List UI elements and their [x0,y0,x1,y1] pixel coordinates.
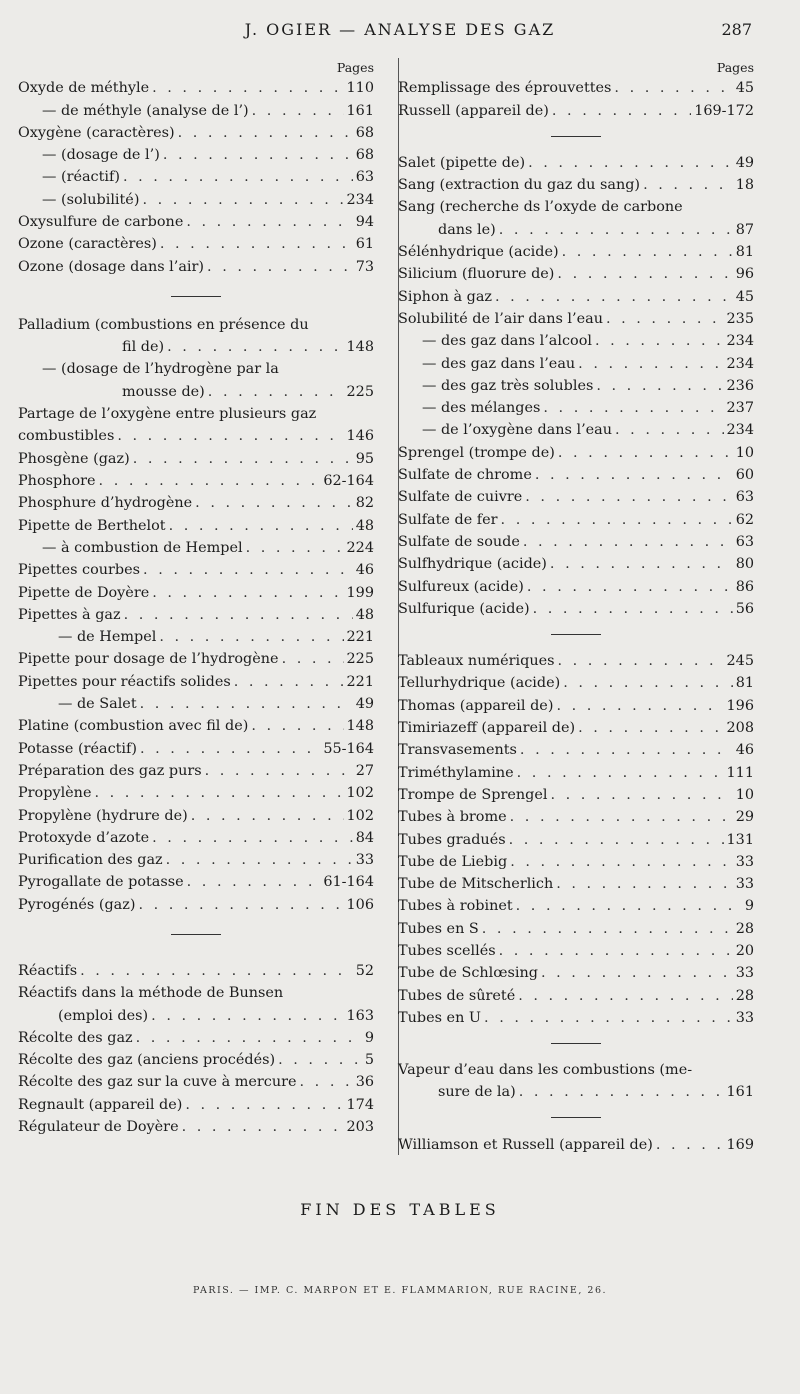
index-entry: Sulfate de soude . . . 63 [398,531,754,553]
end-of-tables: FIN DES TABLES [300,1200,500,1219]
index-entry: Oxygène (caractères) . . . 68 [18,122,374,144]
running-header: J. OGIER — ANALYSE DES GAZ [244,20,556,39]
index-entry: mousse de) . . . 225 [18,381,374,403]
index-entry: Préparation des gaz purs . . . 27 [18,760,374,782]
index-entry: Siphon à gaz . . . 45 [398,285,754,307]
index-column-right [398,60,754,1156]
index-entry: Sang (extraction du gaz du sang) . . . 18 [398,174,754,196]
index-entry: Ozone (caractères) . . . 61 [18,233,374,255]
index-entry: Tubes à brome . . . 29 [398,806,754,828]
index-entry: fil de) . . . 148 [18,336,374,358]
index-entry: Tube de Liebig . . . 33 [398,851,754,873]
index-entry: — de Hempel . . . 221 [18,626,374,648]
index-entry: Phosgène (gaz) . . . 95 [18,447,374,469]
index-entry: — (dosage de l’) . . . 68 [18,144,374,166]
index-entry: Pipette pour dosage de l’hydrogène . . . 225 [18,648,374,670]
index-entry: Sulfate de chrome . . . 60 [398,464,754,486]
index-entry: — des gaz dans l’alcool . . . 234 [398,330,754,352]
index-entry: — de Salet . . . 49 [18,693,374,715]
index-entry: Transvasements . . . 46 [398,739,754,761]
pages-label: Pages [716,60,754,75]
index-entry: Silicium (fluorure de) . . . 96 [398,263,754,285]
index-entry: Pipettes à gaz . . . 48 [18,604,374,626]
index-entry: — de l’oxygène dans l’eau . . . 234 [398,419,754,441]
index-entry: Tubes à robinet . . . 9 [398,895,754,917]
index-entry: Ozone (dosage dans l’air) . . . 73 [18,255,374,277]
index-entry: Timiriazeff (appareil de) . . . 208 [398,717,754,739]
index-entry: Potasse (réactif) . . . 55-164 [18,737,374,759]
index-entry: Tube de Schlœsing . . . 33 [398,962,754,984]
index-entry: Tubes gradués . . . 131 [398,828,754,850]
index-entry: Pyrogénés (gaz) . . . 106 [18,893,374,915]
index-entry: — (dosage de l’hydrogène par la [42,361,279,378]
index-entry: Williamson et Russell (appareil de) . . . 169 [398,1133,754,1155]
index-entry: Réactifs dans la méthode de Bunsen [18,984,284,1001]
index-entry: Protoxyde d’azote . . . 84 [18,827,374,849]
index-entry: sure de la) . . . 161 [398,1081,754,1103]
index-entry: Trompe de Sprengel . . . 10 [398,784,754,806]
index-entry: Tubes en U . . . 33 [398,1007,754,1029]
index-entry: — à combustion de Hempel . . . 224 [18,537,374,559]
index-entry: Palladium (combustions en présence du [18,316,309,333]
page-number: 287 [721,20,752,39]
index-entry: Sélénhydrique (acide) . . . 81 [398,241,754,263]
index-entry: Phosphore . . . 62-164 [18,470,374,492]
index-entry: — des mélanges . . . 237 [398,397,754,419]
index-entry: Russell (appareil de) . . . 169-172 [398,99,754,121]
section-divider [18,916,374,960]
section-divider [398,1103,754,1133]
index-entry: Solubilité de l’air dans l’eau . . . 235 [398,308,754,330]
index-entry: Tableaux numériques . . . 245 [398,650,754,672]
index-entry: Sulfhydrique (acide) . . . 80 [398,553,754,575]
index-entry: Tellurhydrique (acide) . . . 81 [398,672,754,694]
section-divider [398,620,754,650]
index-entry: Oxyde de méthyle . . . 110 [18,77,374,99]
index-entry: Récolte des gaz (anciens procédés) . . . 5 [18,1049,374,1071]
index-entry: dans le) . . . 87 [398,218,754,240]
index-entry: Propylène (hydrure de) . . . 102 [18,804,374,826]
index-column-left [18,60,374,1138]
index-entry: Pipettes courbes . . . 46 [18,559,374,581]
index-entry: Régulateur de Doyère . . . 203 [18,1116,374,1138]
index-entry: Pipettes pour réactifs solides . . . 221 [18,670,374,692]
index-entry: Triméthylamine . . . 111 [398,761,754,783]
section-divider [18,278,374,314]
index-entry: Thomas (appareil de) . . . 196 [398,694,754,716]
index-entry: — (réactif) . . . 63 [18,166,374,188]
index-entry: Oxysulfure de carbone . . . 94 [18,211,374,233]
index-entry: Regnault (appareil de) . . . 174 [18,1093,374,1115]
index-entry: Partage de l’oxygène entre plusieurs gaz [18,405,317,422]
index-entry: Sulfurique (acide) . . . 56 [398,598,754,620]
pages-label: Pages [336,60,374,75]
index-entry: Pipette de Berthelot . . . 48 [18,514,374,536]
index-entry: Tubes de sûreté . . . 28 [398,984,754,1006]
index-entry: Vapeur d’eau dans les combustions (me- [398,1061,693,1078]
index-entry: — des gaz très solubles . . . 236 [398,375,754,397]
index-entry: Sulfate de cuivre . . . 63 [398,486,754,508]
index-entry: combustibles . . . 146 [18,425,374,447]
index-entry: Sprengel (trompe de) . . . 10 [398,441,754,463]
index-entry: — des gaz dans l’eau . . . 234 [398,352,754,374]
index-entry: Salet (pipette de) . . . 49 [398,152,754,174]
index-entry: (emploi des) . . . 163 [18,1004,374,1026]
index-entry: Pipette de Doyère . . . 199 [18,581,374,603]
index-entry: Purification des gaz . . . 33 [18,849,374,871]
section-divider [398,122,754,152]
index-entry: Sulfureux (acide) . . . 86 [398,575,754,597]
index-entry: Sulfate de fer . . . 62 [398,508,754,530]
index-entry: — de méthyle (analyse de l’) . . . 161 [18,99,374,121]
index-entry: Platine (combustion avec fil de) . . . 148 [18,715,374,737]
index-entry: Pyrogallate de potasse . . . 61-164 [18,871,374,893]
index-entry: Tubes scellés . . . 20 [398,940,754,962]
index-entry: Récolte des gaz sur la cuve à mercure . . . 36 [18,1071,374,1093]
index-entry: Tubes en S . . . 28 [398,917,754,939]
index-entry: Phosphure d’hydrogène . . . 82 [18,492,374,514]
index-entry: Réactifs . . . 52 [18,960,374,982]
index-entry: — (solubilité) . . . 234 [18,188,374,210]
index-entry: Tube de Mitscherlich . . . 33 [398,873,754,895]
printer-imprint: PARIS. — IMP. C. MARPON ET E. FLAMMARION, RUE RACINE, 26. [192,1285,608,1296]
index-entry: Propylène . . . 102 [18,782,374,804]
section-divider [398,1029,754,1059]
index-entry: Sang (recherche ds l’oxyde de carbone [398,199,683,216]
index-entry: Remplissage des éprouvettes . . . 45 [398,77,754,99]
index-entry: Récolte des gaz . . . 9 [18,1027,374,1049]
